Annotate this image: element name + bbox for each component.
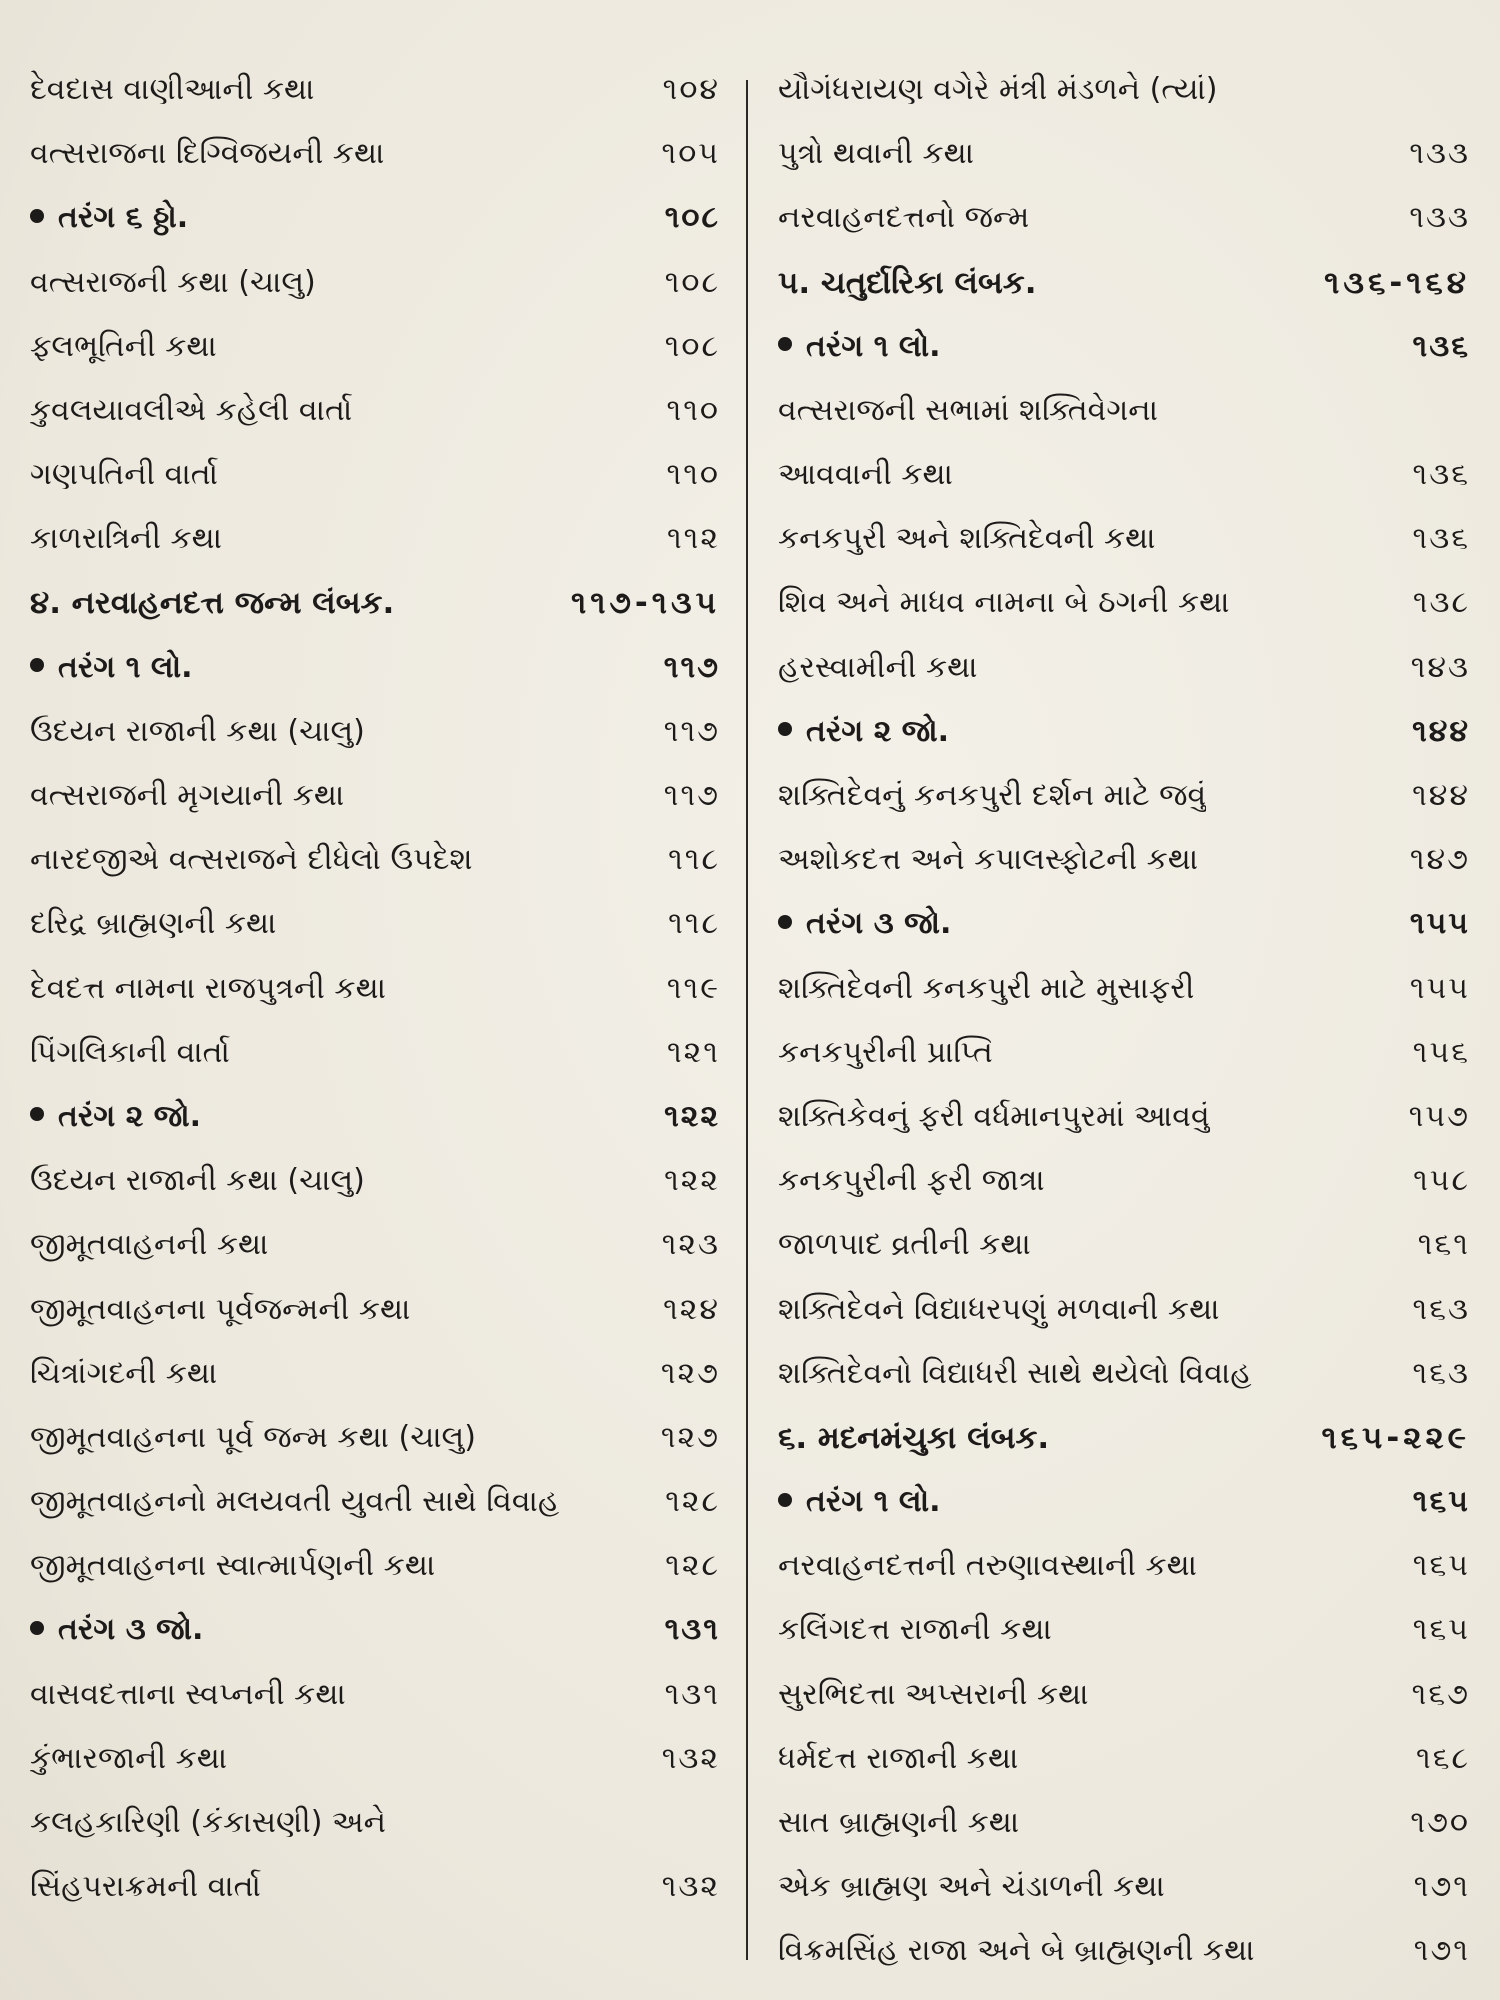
toc-entry-title [30,1149,365,1213]
toc-entry-row [778,1663,1470,1727]
toc-entry-title [778,122,974,186]
toc-entry-title [778,315,940,379]
toc-entry-title [30,251,316,315]
toc-entry-row [30,251,720,315]
toc-page-number: ૧૧૭ [663,778,720,814]
toc-entry-title-text: વિક્રમસિંહ રાજા અને બે બ્રાહ્મણની કથા [778,1933,1255,1969]
toc-entry-title-text: ૪. નરવાહનદત્ત જન્મ લંબક. [30,585,395,622]
toc-right-column [778,58,1470,1984]
bullet-icon [778,337,792,351]
toc-page-number: ૧૨૭ [660,1419,720,1455]
toc-page-number: ૧૫૮ [1413,1163,1470,1199]
toc-entry-row [778,1534,1470,1598]
toc-entry-row [30,764,720,828]
toc-entry-title [30,1598,203,1662]
toc-page-number: ૧૩૬ [1412,457,1470,493]
toc-page-number: ૧૩૨ [661,1740,720,1776]
toc-entry-row [30,1021,720,1085]
toc-entry-title [30,1406,476,1470]
toc-entry-row [30,1149,720,1213]
toc-entry-title [778,186,1029,250]
toc-entry-title [30,1342,217,1406]
toc-entry-row [778,1213,1470,1277]
toc-entry-title-text: શક્તિદેવનો વિદ્યાધરી સાથે થયેલો વિવાહ [778,1355,1252,1391]
toc-entry-title-text: તરંગ ૧ લો. [806,328,941,364]
toc-page-number: ૧૩૧ [664,1612,720,1648]
toc-subsection-row [778,315,1470,379]
toc-entry-row [30,828,720,892]
toc-page-number: ૧૬૩ [1412,1355,1470,1391]
toc-entry-row [778,1599,1470,1663]
toc-entry-title [778,700,949,764]
toc-entry-title-text: કાળરાત્રિની કથા [30,521,223,557]
toc-page-number: ૧૧૯ [666,970,720,1006]
toc-entry-title [30,1727,227,1791]
toc-subsection-row [778,1470,1470,1534]
toc-entry-title-text: કનકપુરીની પ્રાપ્તિ [778,1034,993,1070]
toc-entry-title-text: કનકપુરીની ફરી જાત્રા [778,1163,1045,1199]
bullet-icon [30,658,44,672]
toc-entry-title-text: દેવદત્ત નામના રાજપુત્રની કથા [30,970,386,1006]
toc-entry-row [778,58,1470,122]
toc-page-number: ૧૨૮ [665,1484,720,1520]
toc-entry-row [30,1855,720,1919]
toc-entry-title-text: કુંભારજાની કથા [30,1740,228,1776]
toc-entry-row [30,957,720,1021]
toc-page-number: ૧૬૫ [1412,1612,1470,1648]
bullet-icon [778,722,792,736]
toc-page-number: ૧૩૬-૧૬૪ [1324,264,1470,301]
toc-entry-title-text: નારદજીએ વત્સરાજને દીધેલો ઉપદેશ [30,842,473,878]
toc-entry-title-text: ગણપતિની વાર્તા [30,457,218,493]
toc-page-number: ૧૪૪ [1412,713,1470,749]
toc-entry-row [778,122,1470,186]
toc-entry-title [30,571,394,635]
toc-entry-title-text: આવવાની કથા [778,457,953,493]
toc-page-number: ૧૬૫ [1412,1484,1470,1520]
toc-page-number: ૧૫૫ [1409,906,1470,942]
toc-left-column [30,58,720,1919]
toc-entry-row [30,1213,720,1277]
toc-entry-title-text: દેવદાસ વાણીઆની કથા [30,71,315,107]
toc-entry-title-text: શક્તિદેવની કનકપુરી માટે મુસાફરી [778,970,1195,1006]
toc-page-number: ૧૨૭ [660,1355,720,1391]
toc-page-number: ૧૦૪ [662,71,720,107]
toc-entry-title-text: જીમૂતવાહનનો મલયવતી યુવતી સાથે વિવાહ [30,1484,560,1520]
toc-page-number: ૧૦૮ [664,328,720,364]
toc-entry-row [778,764,1470,828]
toc-entry-title-text: કલહકારિણી (કંકાસણી) અને [30,1805,386,1841]
toc-entry-title [778,571,1230,635]
toc-entry-title [30,443,218,507]
toc-entry-title [30,764,344,828]
toc-entry-row [778,443,1470,507]
toc-entry-title-text: શિવ અને માધવ નામના બે ઠગની કથા [778,585,1230,621]
toc-entry-title [778,957,1194,1021]
toc-entry-title-text: નરવાહનદત્તનો જન્મ [778,200,1030,236]
toc-page-number: ૧૧૦ [666,392,720,428]
toc-entry-title-text: વત્સરાજની કથા (ચાલુ) [30,264,316,300]
toc-entry-title-text: એક બ્રાહ્મણ અને ચંડાળની કથા [778,1869,1165,1905]
toc-section-heading [30,572,720,636]
toc-page-number: ૧૦૫ [661,136,720,172]
toc-entry-row [30,443,720,507]
toc-entry-row [778,828,1470,892]
toc-entry-title [778,507,1156,571]
toc-entry-title-text: કુવલયાવલીએ કહેલી વાર્તા [30,392,353,428]
toc-entry-title [30,1855,261,1919]
toc-entry-title-text: વાસવદત્તાના સ્વપ્નની કથા [30,1676,346,1712]
toc-page-number: ૧૨૪ [663,1291,720,1327]
toc-entry-row [778,1278,1470,1342]
toc-page-number: ૧૬૧ [1417,1227,1470,1263]
toc-entry-title [778,892,951,956]
toc-entry-title [30,700,365,764]
toc-page-number: ૧૨૩ [661,1227,720,1263]
toc-entry-row [30,1342,720,1406]
toc-entry-title-text: યૌગંધરાયણ વગેરે મંત્રી મંડળને (ત્યાં) [778,71,1218,107]
toc-entry-title-text: જીમૂતવાહનના સ્વાત્માર્પણની કથા [30,1548,436,1584]
toc-entry-title-text: ધર્મદત્ત રાજાની કથા [778,1740,1019,1776]
toc-entry-title-text: તરંગ ૨ જો. [806,713,950,749]
toc-entry-title-text: ઉદયન રાજાની કથા (ચાલુ) [30,1163,365,1199]
toc-entry-title [778,1727,1018,1791]
toc-page-number: ૧૦૮ [664,264,720,300]
toc-entry-title [30,1278,410,1342]
toc-entry-title-text: તરંગ ૧ લો. [58,649,193,685]
toc-entry-title-text: અશોકદત્ત અને કપાલસ્ફોટની કથા [778,842,1199,878]
toc-page-number: ૧૬૩ [1412,1291,1470,1327]
toc-subsection-row [30,636,720,700]
toc-entry-title [30,379,352,443]
toc-entry-row [778,1342,1470,1406]
toc-entry-title [778,828,1198,892]
toc-entry-title [778,1598,1052,1662]
toc-entry-title [778,1342,1252,1406]
toc-page-number: ૧૬૮ [1416,1740,1470,1776]
toc-page-number: ૧૭૦ [1410,1805,1470,1841]
toc-entry-row [778,507,1470,571]
toc-page-number: ૧૧૮ [668,906,720,942]
toc-entry-row [778,186,1470,250]
toc-entry-row [30,892,720,956]
toc-entry-row [778,1149,1470,1213]
toc-page-number: ૧૪૭ [1409,842,1470,878]
toc-entry-title [30,1085,201,1149]
toc-subsection-row [30,186,720,250]
toc-page-number: ૧૧૦ [666,457,720,493]
toc-entry-title [30,58,314,122]
toc-page-number: ૧૭૧ [1413,1933,1470,1969]
toc-page-number: ૧૬૫-૨૨૯ [1321,1419,1470,1456]
toc-entry-title [30,122,384,186]
toc-page-number: ૧૩૩ [1409,136,1470,172]
toc-entry-row [30,507,720,571]
toc-entry-title [778,1149,1045,1213]
toc-entry-title-text: વત્સરાજની સભામાં શક્તિવેગના [778,392,1158,428]
toc-entry-row [30,1534,720,1598]
toc-entry-title-text: ઉદયન રાજાની કથા (ચાલુ) [30,713,365,749]
toc-entry-title-text: ૬. મદનમંચુકા લંબક. [778,1419,1050,1456]
toc-entry-title-text: સિંહપરાક્રમની વાર્તા [30,1869,261,1905]
bullet-icon [778,915,792,929]
toc-page-number: ૧૩૧ [664,1676,720,1712]
toc-entry-title [30,1213,268,1277]
toc-entry-row [30,1278,720,1342]
bullet-icon [30,1621,44,1635]
toc-entry-row [778,1791,1470,1855]
toc-page-number: ૧૫૫ [1409,970,1470,1006]
toc-section-heading [778,251,1470,315]
toc-entry-title [30,1470,559,1534]
toc-entry-title-text: તરંગ ૨ જો. [58,1098,202,1134]
toc-page-number: ૧૧૭-૧૩૫ [571,585,720,622]
toc-subsection-row [30,1599,720,1663]
toc-entry-title [778,58,1218,122]
bullet-icon [30,209,44,223]
toc-entry-title [30,1791,386,1855]
toc-entry-title [30,828,473,892]
toc-entry-title [778,1085,1210,1149]
toc-entry-row [30,315,720,379]
toc-page-number: ૧૦૮ [664,200,720,236]
bullet-icon [778,1493,792,1507]
toc-page-number: ૧૧૭ [663,713,720,749]
toc-entry-title-text: જીમૂતવાહનના પૂર્વજન્મની કથા [30,1291,411,1327]
toc-entry-row [778,379,1470,443]
toc-page-number: ૧૨૨ [664,1163,720,1199]
toc-page-number: ૧૧૨ [666,521,720,557]
toc-entry-title-text: ફલભૂતિની કથા [30,328,217,364]
toc-entry-title [778,1919,1254,1983]
toc-entry-title-text: નરવાહનદત્તની તરુણાવસ્થાની કથા [778,1548,1198,1584]
toc-entry-title [778,251,1037,315]
toc-subsection-row [30,1085,720,1149]
toc-entry-title [778,379,1158,443]
toc-entry-title [30,1534,435,1598]
toc-entry-title-text: જાળપાદ વ્રતીની કથા [778,1227,1031,1263]
toc-page-number: ૧૪૪ [1412,778,1470,814]
toc-entry-title [30,1021,230,1085]
toc-entry-title-text: પુત્રો થવાની કથા [778,136,975,172]
toc-entry-title-text: તરંગ ૧ લો. [806,1484,941,1520]
toc-subsection-row [778,700,1470,764]
toc-entry-title [30,957,386,1021]
toc-entry-title-text: કલિંગદત્ત રાજાની કથા [778,1612,1052,1648]
toc-entry-title-text: તરંગ ૩ જો. [58,1612,204,1648]
toc-page-number: ૧૨૧ [666,1034,720,1070]
toc-entry-row [30,1791,720,1855]
toc-entry-row [30,1727,720,1791]
toc-entry-title-text: વત્સરાજની મૃગયાની કથા [30,778,345,814]
toc-entry-title-text: દરિદ્ર બ્રાહ્મણની કથા [30,906,277,942]
bullet-icon [30,1107,44,1121]
toc-entry-title [778,1406,1049,1470]
toc-entry-title-text: હરસ્વામીની કથા [778,649,978,685]
toc-page-number: ૧૩૮ [1412,585,1470,621]
toc-entry-title [30,1663,346,1727]
toc-entry-title [778,1213,1031,1277]
toc-entry-title-text: તરંગ ૬ ઠ્ઠો. [58,200,189,236]
toc-section-heading [778,1406,1470,1470]
toc-entry-title-text: સાત બ્રાહ્મણની કથા [778,1805,1020,1841]
toc-page-number: ૧૧૮ [668,842,720,878]
toc-entry-title [778,1021,993,1085]
toc-entry-row [30,1470,720,1534]
toc-entry-title [778,443,953,507]
toc-entry-row [778,572,1470,636]
toc-entry-row [30,1406,720,1470]
toc-entry-title [30,892,276,956]
toc-page-number: ૧૫૬ [1412,1034,1470,1070]
toc-entry-title-text: જીમૂતવાહનની કથા [30,1227,269,1263]
toc-entry-title [778,1278,1219,1342]
toc-page-number: ૧૨૮ [665,1548,720,1584]
toc-entry-title-text: જીમૂતવાહનના પૂર્વ જન્મ કથા (ચાલુ) [30,1419,476,1455]
toc-subsection-row [778,892,1470,956]
toc-entry-row [778,1855,1470,1919]
toc-page-number: ૧૭૧ [1413,1869,1470,1905]
toc-entry-title-text: સુરભિદત્તા અપ્સરાની કથા [778,1676,1089,1712]
toc-entry-title-text: કનકપુરી અને શક્તિદેવની કથા [778,521,1156,557]
toc-entry-row [30,700,720,764]
toc-page-number: ૧૩૬ [1412,521,1470,557]
toc-entry-row [30,122,720,186]
toc-entry-title-text: ૫. ચતુર્દારિકા લંબક. [778,264,1037,301]
toc-entry-title [778,1855,1165,1919]
toc-entry-row [30,58,720,122]
toc-entry-title [30,636,192,700]
toc-entry-title [30,507,222,571]
toc-entry-title [778,1663,1089,1727]
toc-entry-title-text: શક્તિદેવને વિદ્યાધરપણું મળવાની કથા [778,1291,1220,1327]
toc-entry-row [778,1727,1470,1791]
toc-entry-title [778,636,978,700]
toc-page-number: ૧૧૭ [663,649,720,685]
toc-entry-row [30,1663,720,1727]
toc-entry-title-text: ચિત્રાંગદની કથા [30,1355,218,1391]
toc-entry-row [778,1021,1470,1085]
column-divider [746,80,748,1960]
toc-page-number: ૧૩૬ [1412,328,1470,364]
toc-entry-title-text: તરંગ ૩ જો. [806,906,952,942]
toc-entry-row [778,636,1470,700]
toc-entry-title [30,186,188,250]
toc-entry-title-text: વત્સરાજના દિગ્વિજયની કથા [30,136,385,172]
toc-entry-title [778,1470,940,1534]
toc-page-number: ૧૬૫ [1412,1548,1470,1584]
toc-entry-title [778,1534,1197,1598]
toc-entry-row [778,1919,1470,1983]
toc-entry-title-text: પિંગલિકાની વાર્તા [30,1034,230,1070]
toc-entry-row [778,957,1470,1021]
toc-page-number: ૧૬૭ [1411,1676,1470,1712]
toc-entry-title-text: શક્તિદેવનું કનકપુરી દર્શન માટે જવું [778,778,1207,814]
toc-entry-title [778,1791,1019,1855]
toc-page-number: ૧૩૨ [661,1869,720,1905]
toc-entry-title [30,315,217,379]
toc-page-number: ૧૫૭ [1408,1098,1470,1134]
toc-page-number: ૧૨૨ [664,1098,720,1134]
toc-page-number: ૧૪૩ [1410,649,1470,685]
toc-entry-row [30,379,720,443]
toc-entry-title-text: શક્તિકેવનું ફરી વર્ધમાનપુરમાં આવવું [778,1098,1210,1134]
toc-page-number: ૧૩૩ [1409,200,1470,236]
toc-entry-row [778,1085,1470,1149]
toc-entry-title [778,764,1206,828]
